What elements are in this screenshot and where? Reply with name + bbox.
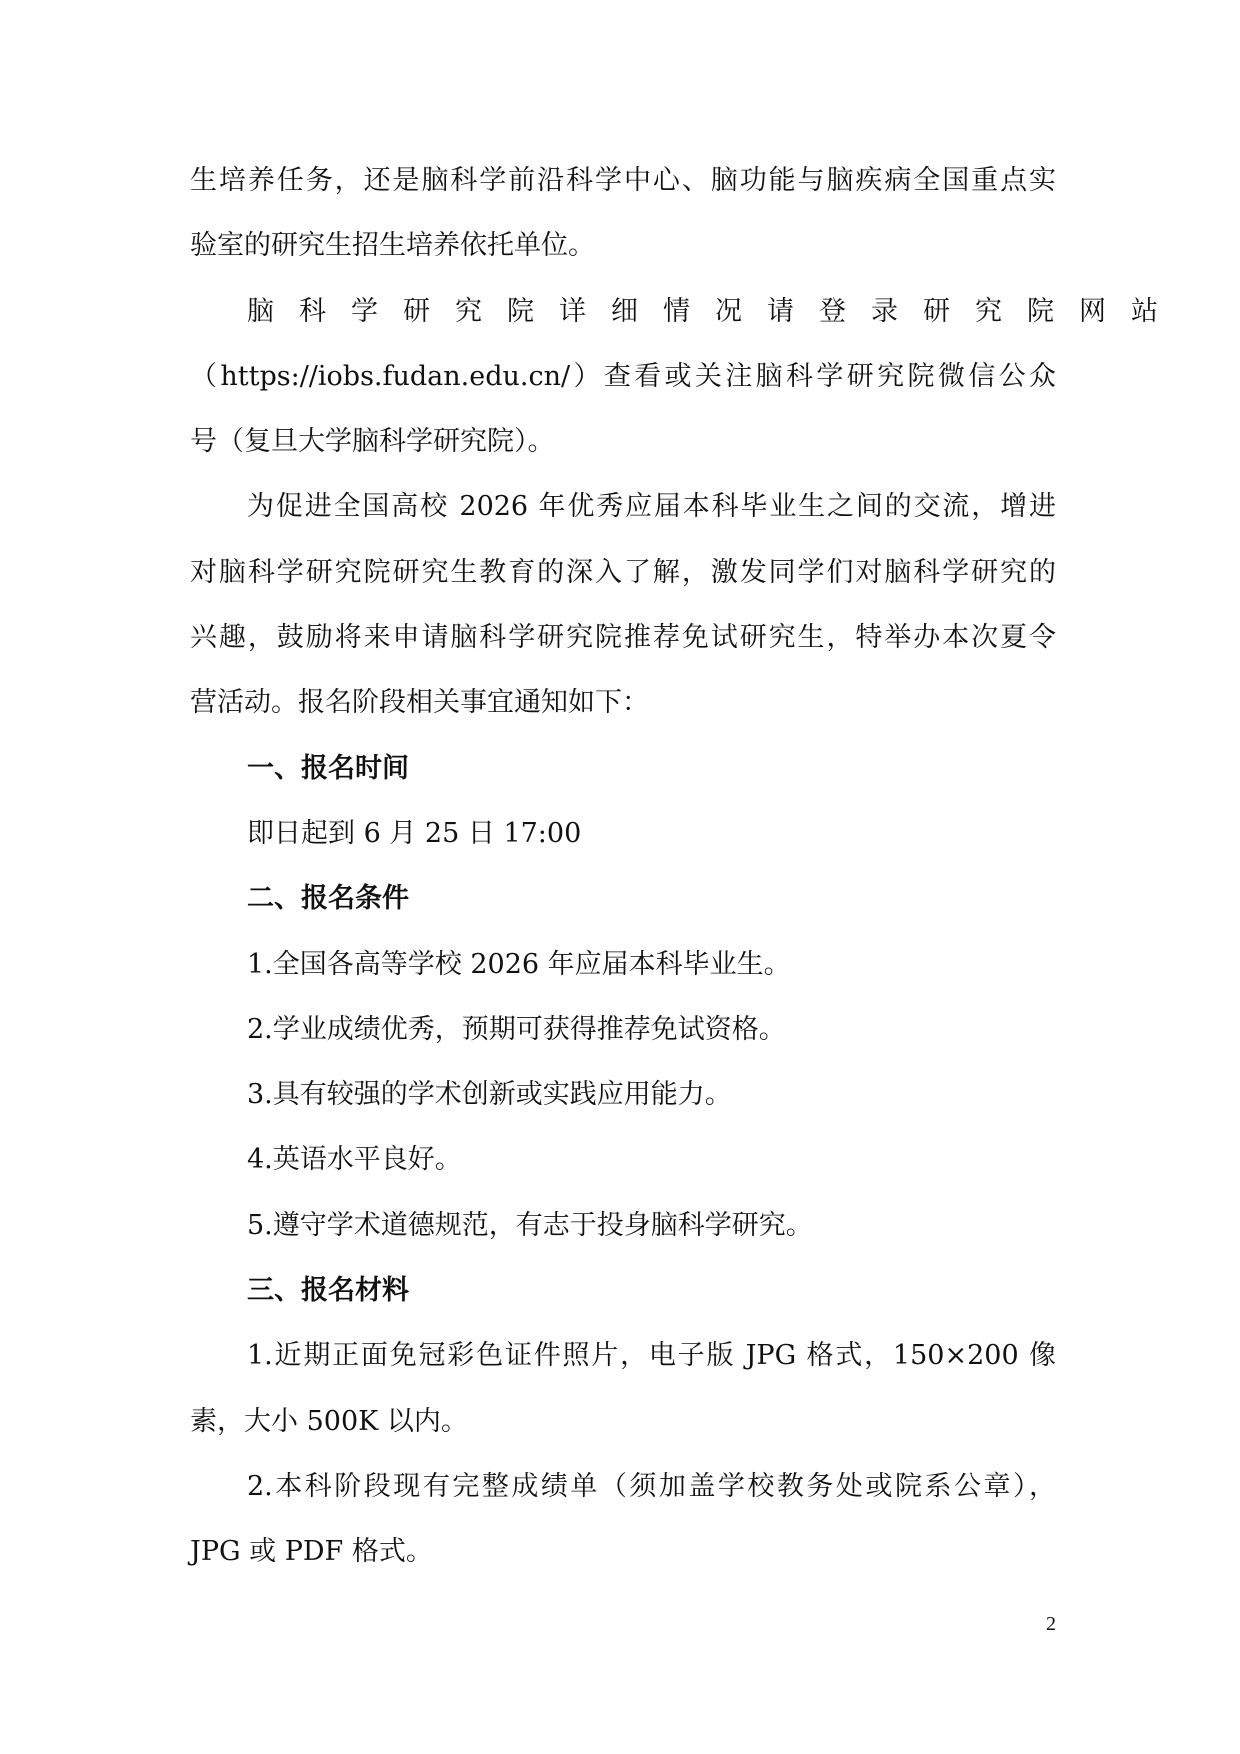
condition-item: 3.具有较强的学术创新或实践应用能力。 bbox=[247, 1079, 732, 1111]
paragraph-line: 为促进全国高校 2026 年优秀应届本科毕业生之间的交流，增进 bbox=[247, 491, 1056, 523]
material-item: 2.本科阶段现有完整成绩单（须加盖学校教务处或院系公章）， bbox=[247, 1470, 1056, 1502]
section-heading-registration-materials: 三、报名材料 bbox=[247, 1275, 409, 1307]
paragraph-line: 验室的研究生招生培养依托单位。 bbox=[190, 230, 595, 262]
document-body bbox=[190, 148, 1183, 1585]
paragraph-line: 对脑科学研究院研究生教育的深入了解，激发同学们对脑科学研究的 bbox=[190, 556, 1056, 588]
page-number: 2 bbox=[1046, 1613, 1056, 1635]
condition-item: 1.全国各高等学校 2026 年应届本科毕业生。 bbox=[247, 948, 791, 980]
material-item-continuation: 素，大小 500K 以内。 bbox=[190, 1405, 468, 1437]
material-item: 1.近期正面免冠彩色证件照片，电子版 JPG 格式，150×200 像 bbox=[247, 1340, 1056, 1372]
registration-time-text: 即日起到 6 月 25 日 17:00 bbox=[247, 817, 582, 849]
section-heading-registration-time: 一、报名时间 bbox=[247, 752, 409, 784]
paragraph-line: 兴趣，鼓励将来申请脑科学研究院推荐免试研究生，特举办本次夏令 bbox=[190, 622, 1056, 654]
website-line: （https://iobs.fudan.edu.cn/）查看或关注脑科学研究院微信公众 bbox=[190, 360, 1056, 392]
paragraph-line: 生培养任务，还是脑科学前沿科学中心、脑功能与脑疾病全国重点实 bbox=[190, 165, 1056, 196]
paragraph-line: 脑科学研究院详细情况请登录研究院网站 bbox=[247, 295, 1183, 327]
condition-item: 5.遵守学术道德规范，有志于投身脑科学研究。 bbox=[247, 1209, 813, 1241]
condition-item: 2.学业成绩优秀，预期可获得推荐免试资格。 bbox=[247, 1013, 786, 1045]
material-item-continuation: JPG 或 PDF 格式。 bbox=[190, 1536, 433, 1568]
paragraph-line: 号（复旦大学脑科学研究院）。 bbox=[190, 426, 555, 458]
condition-item: 4.英语水平良好。 bbox=[247, 1144, 462, 1176]
section-heading-registration-conditions: 二、报名条件 bbox=[247, 883, 409, 915]
paragraph-line: 营活动。报名阶段相关事宜通知如下： bbox=[190, 687, 649, 719]
